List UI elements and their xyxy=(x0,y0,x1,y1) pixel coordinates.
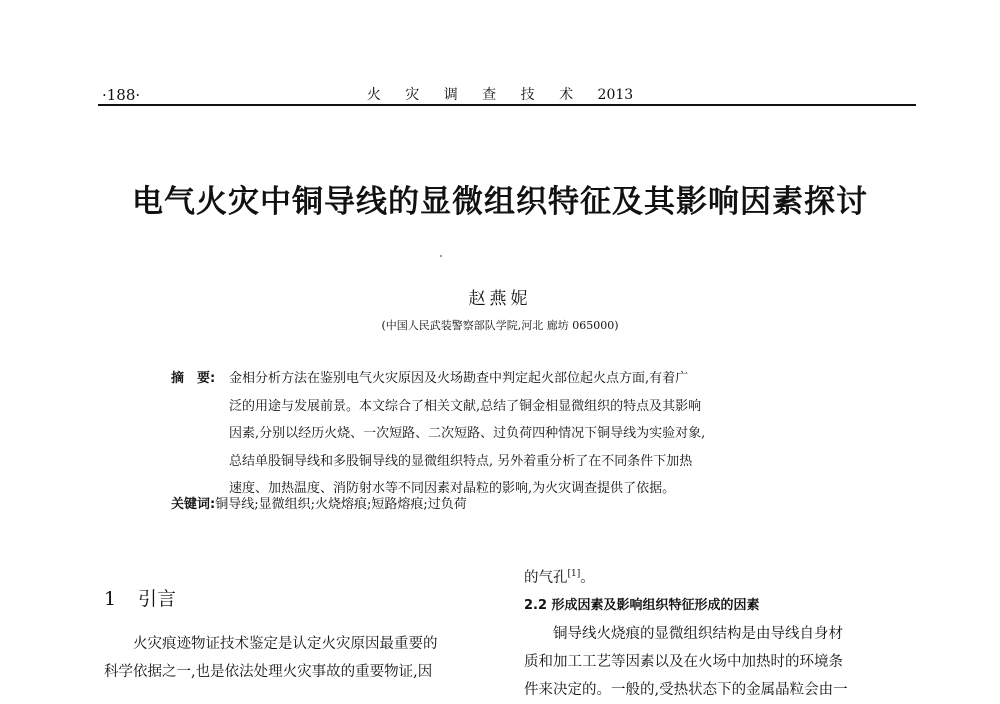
body-line: 质和加工工艺等因素以及在火场中加热时的环境条 xyxy=(524,653,843,670)
abstract-body xyxy=(229,365,851,503)
body-line: 铜导线火烧痕的显微组织结构是由导线自身材 xyxy=(553,625,843,642)
abstract-line: 因素,分别以经历火烧、一次短路、二次短路、过负荷四种情况下铜导线为实验对象, xyxy=(229,426,706,441)
section-1-heading xyxy=(104,584,176,611)
citation: [1] xyxy=(567,569,581,579)
author-name: 赵燕妮 xyxy=(468,289,532,309)
continuation-text: 的气孔 xyxy=(524,569,568,586)
abstract-line: 泛的用途与发展前景。本文综合了相关文献,总结了铜金相显微组织的特点及其影响 xyxy=(229,398,702,414)
section-2-2-heading: 2.2 形成因素及影响组织特征形成的因素 xyxy=(524,597,760,613)
abstract-line: 金相分析方法在鉴别电气火灾原因及火场勘查中判定起火部位起火点方面,有着广 xyxy=(229,371,689,386)
abstract-line: 速度、加热温度、消防射水等不同因素对晶粒的影响,为火灾调查提供了依据。 xyxy=(229,481,676,496)
body-line: 科学依据之一,也是依法处理火灾事故的重要物证,因 xyxy=(104,664,433,680)
keywords xyxy=(171,493,467,512)
author-affiliation: (中国人民武装警察部队学院,河北 廊坊 065000) xyxy=(381,319,619,332)
header-rule xyxy=(98,104,916,106)
abstract-line: 总结单股铜导线和多股铜导线的显微组织特点, 另外着重分析了在不同条件下加热 xyxy=(229,453,693,469)
section-number: 1 xyxy=(104,588,117,610)
body-line: 件来决定的。一般的,受热状态下的金属晶粒会由一 xyxy=(524,681,848,698)
running-header xyxy=(0,84,1000,104)
article-title: 电气火灾中铜导线的显微组织特征及其影响因素探讨 xyxy=(132,184,868,220)
abstract xyxy=(171,365,851,503)
journal-year: 2013 xyxy=(597,87,634,103)
abstract-label: 摘 要: xyxy=(171,371,216,386)
left-column xyxy=(104,630,486,686)
journal-name: 火 灾 调 查 技 术 xyxy=(366,87,584,103)
page-number: ·188· xyxy=(102,86,141,104)
section-title: 引言 xyxy=(138,588,177,610)
body-line: 火灾痕迹物证技术鉴定是认定火灾原因最重要的 xyxy=(133,636,438,652)
right-column xyxy=(524,560,918,704)
keywords-list: 铜导线;显微组织;火烧熔痕;短路熔痕;过负荷 xyxy=(215,497,467,512)
keywords-label: 关键词: xyxy=(171,497,216,512)
speck xyxy=(440,255,442,257)
continuation-line xyxy=(524,560,918,592)
continuation-end: 。 xyxy=(580,569,595,586)
